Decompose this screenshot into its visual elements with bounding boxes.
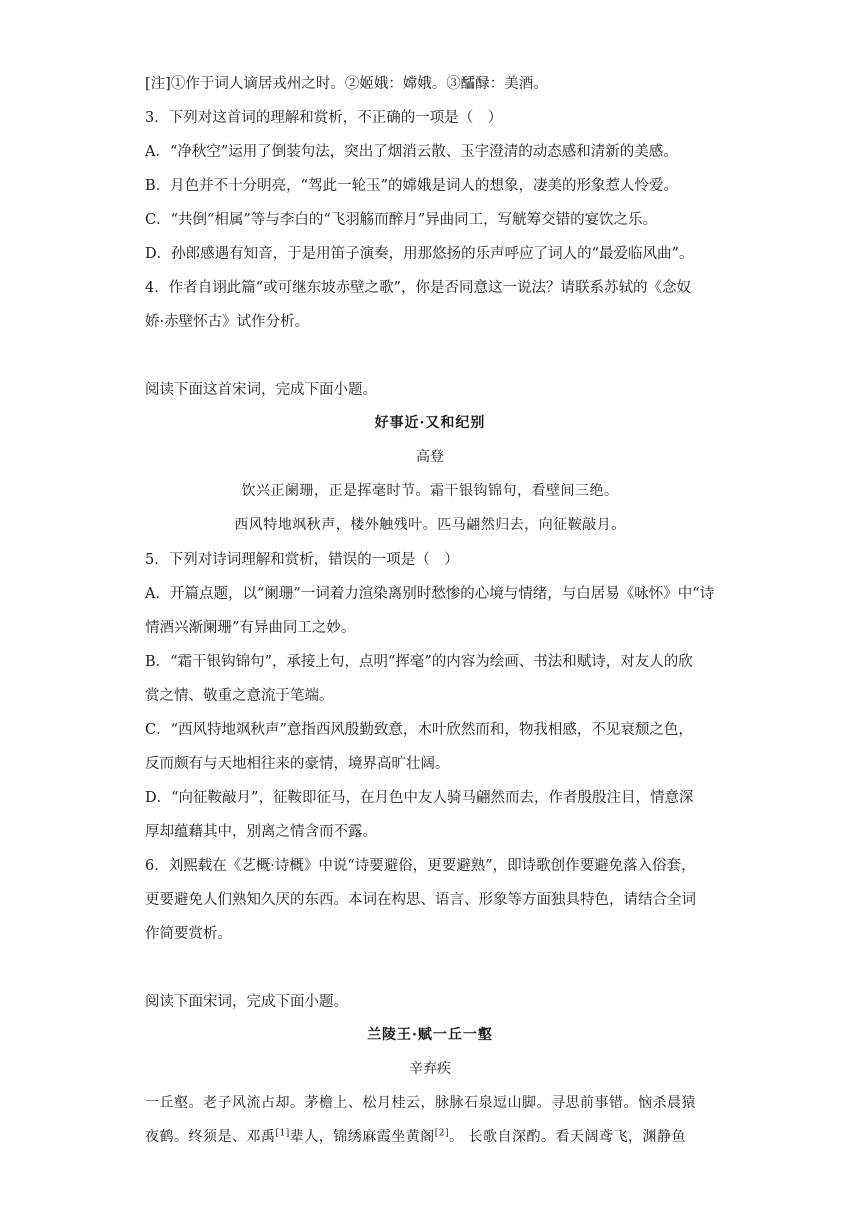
- poem-text-segment: 辈人，锦绣麻霞坐黄阁: [289, 1129, 435, 1145]
- poem-author: 辛弃疾: [409, 1061, 451, 1077]
- poem-line-1: 饮兴正阑珊，正是挥毫时节。霜干银钩锦句，看壁间三绝。: [241, 483, 619, 499]
- question-6-line: 作简要赏析。: [145, 926, 232, 942]
- question-5-text-line: 赏之情、敬重之意流于笔端。: [145, 688, 334, 704]
- footnote-marker: [1]: [275, 1128, 290, 1139]
- section-intro: 阅读下面宋词，完成下面小题。: [145, 994, 348, 1010]
- question-3-option-b: B．月色并不十分明亮，“驾此一轮玉”的嫦娥是词人的想象，凄美的形象惹人怜爱。: [145, 178, 678, 194]
- question-5-text-line: A．开篇点题，以“阑珊”一词着力渲染离别时愁惨的心境与情绪，与白居易《咏怀》中“诗: [145, 586, 715, 602]
- question-5-text-line: 厚却蕴藉其中，别离之情含而不露。: [145, 824, 377, 840]
- poem-title: 兰陵王·赋一丘一壑: [367, 1027, 493, 1043]
- question-6-line: 6．刘熙载在《艺概·诗概》中说“诗要避俗，更要避熟”，即诗歌创作要避免落入俗套，: [145, 858, 696, 874]
- footnote-marker: [2]: [434, 1128, 449, 1139]
- question-4-line-2: 娇·赤壁怀古》试作分析。: [145, 314, 310, 330]
- question-3-option-a: A．“净秋空”运用了倒装句法，突出了烟消云散、玉宇澄清的动态感和清新的美感。: [145, 144, 678, 160]
- poem-line-2: 西风特地飒秋声，楼外触残叶。匹马翩然归去，向征鞍敲月。: [234, 517, 626, 533]
- question-4-line-1: 4．作者自诩此篇“或可继东坡赤壁之歌”，你是否同意这一说法？请联系苏轼的《念奴: [145, 280, 692, 296]
- question-5-text-line: D．“向征鞍敲月”，征鞍即征马，在月色中友人骑马翩然而去，作者殷殷注目，情意深: [145, 790, 694, 806]
- question-3-option-c: C．“共倒“相属”等与李白的“飞羽觞而醉月”异曲同工，写觥筹交错的宴饮之乐。: [145, 212, 658, 228]
- poem-text-segment: 夜鹤。终须是、邓禹: [145, 1129, 276, 1145]
- question-5-text-line: 情酒兴渐阑珊”有异曲同工之妙。: [145, 620, 356, 636]
- question-5-text-line: C．“西风特地飒秋声”意指西风殷勤致意，木叶欣然而和，物我相感，不见衰颓之色，: [145, 722, 693, 738]
- question-5-stem: 5．下列对诗词理解和赏析，错误的一项是（ ）: [145, 552, 459, 568]
- poem-notes: [注]①作于词人谪居戎州之时。②姬娥：嫦娥。③醽醁：美酒。: [145, 76, 548, 92]
- section-intro: 阅读下面这首宋词，完成下面小题。: [145, 382, 377, 398]
- question-6-line: 更要避免人们熟知久厌的东西。本词在构思、语言、形象等方面独具特色，请结合全词: [145, 892, 696, 908]
- question-3-option-d: D．孙郎感遇有知音，于是用笛子演奏，用那悠扬的乐声呼应了词人的“最爱临风曲”。: [145, 246, 694, 262]
- poem-text-line-2: [145, 1126, 686, 1146]
- question-3-stem: 3．下列对这首词的理解和赏析，不正确的一项是（ ）: [145, 110, 503, 126]
- poem-author: 高登: [416, 449, 444, 465]
- question-5-text-line: 反而颇有与天地相往来的豪情，境界高旷壮阔。: [145, 756, 450, 772]
- poem-text-line-1: 一丘壑。老子风流占却。茅檐上、松月桂云，脉脉石泉逗山脚。寻思前事错。恼杀晨猿: [145, 1095, 696, 1111]
- poem-text-segment: 。 长歌自深酌。看天阔鸢飞，渊静鱼: [449, 1129, 686, 1145]
- poem-title: 好事近·又和纪别: [374, 415, 486, 431]
- question-5-text-line: B．“霜干银钩锦句”，承接上句，点明“挥毫”的内容为绘画、书法和赋诗，对友人的欣: [145, 654, 693, 670]
